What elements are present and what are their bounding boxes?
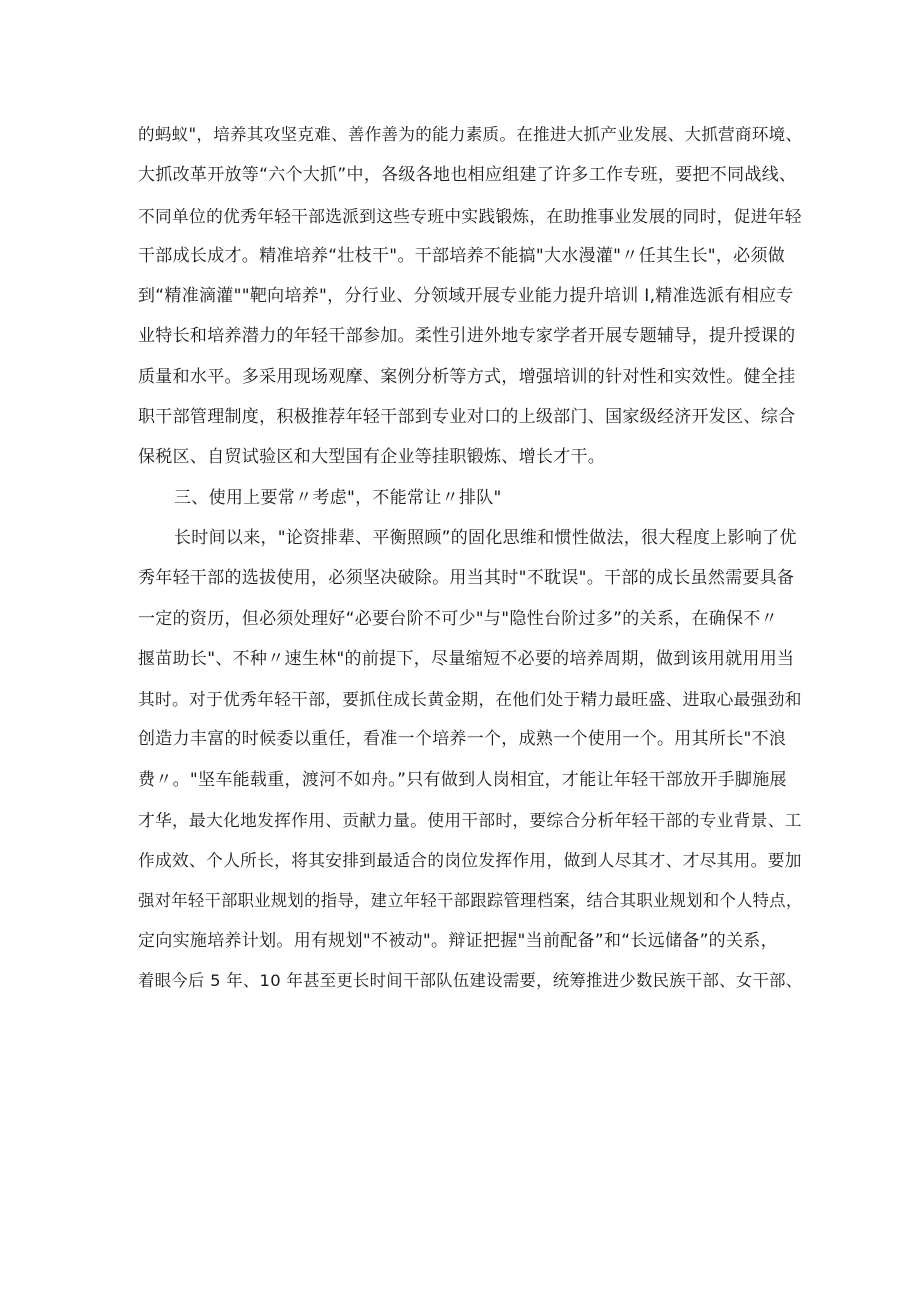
paragraph-first-line: 长时间以来，"论资排辈、平衡照顾”的固化思维和惯性做法，很大程度上影响了优 xyxy=(174,527,797,548)
section-heading: 三、使用上要常〃考虑"，不能常让〃排队" xyxy=(174,487,502,508)
text-line: 干部成长成才。精准培养“壮枝干"。干部培养不能搞"大水漫灌"〃任其生长"，必须做 xyxy=(138,245,786,266)
text-line: 职干部管理制度，积极推荐年轻干部到专业对口的上级部门、国家级经济开发区、综合 xyxy=(138,407,796,428)
text-line: 保税区、自贸试验区和大型国有企业等挂职锻炼、增长才干。 xyxy=(138,447,606,468)
text-line: 到“精准滴灌""靶向培养"，分行业、分领域开展专业能力提升培训 I,精准选派有相应专 xyxy=(138,286,794,307)
text-line: 费〃。"坚车能载重，渡河不如舟。”只有做到人岗相宜，才能让年轻干部放开手脚施展 xyxy=(138,769,787,790)
text-line: 揠苗助长"、不种〃速生林"的前提下，尽量缩短不必要的培养周期，做到该用就用用当 xyxy=(138,648,795,669)
text-line: 强对年轻干部职业规划的指导，建立年轻干部跟踪管理档案，结合其职业规划和个人特点， xyxy=(138,890,803,910)
text-line: 质量和水平。多采用现场观摩、案例分析等方式，增强培训的针对性和实效性。健全挂 xyxy=(138,366,796,387)
text-line: 秀年轻干部的选拔使用，必须坚决破除。用当其时"不耽误"。干部的成长虽然需要具备 xyxy=(138,568,795,589)
text-line: 定向实施培养计划。用有规划"不被动"。辩证把握"当前配备”和“长远储备”的关系， xyxy=(138,930,778,951)
text-line: 业特长和培养潜力的年轻干部参加。柔性引进外地专家学者开展专题辅导，提升授课的 xyxy=(138,326,796,347)
document-body xyxy=(138,115,806,1002)
text-line: 的蚂蚁"，培养其攻坚克难、善作善为的能力素质。在推进大抓产业发展、大抓营商环境、 xyxy=(138,125,803,144)
text-line: 一定的资历，但必须处理好“必要台阶不可少"与"隐性台阶过多”的关系，在确保不〃 xyxy=(138,608,778,629)
text-line: 创造力丰富的时候委以重任，看准一个培养一个，成熟一个使用一个。用其所长"不浪 xyxy=(138,729,787,750)
text-line: 着眼今后 5 年、10 年甚至更长时间干部队伍建设需要，统筹推进少数民族干部、女干部、 xyxy=(138,971,803,991)
text-line: 不同单位的优秀年轻干部选派到这些专班中实践锻炼，在助推事业发展的同时，促进年轻 xyxy=(138,205,802,226)
text-line: 其时。对于优秀年轻干部，要抓住成长黄金期，在他们处于精力最旺盛、进取心最强劲和 xyxy=(138,689,802,710)
text-line: 才华，最大化地发挥作用、贡献力量。使用干部时，要综合分析年轻干部的专业背景、工 xyxy=(138,810,802,831)
text-line: 作成效、个人所长，将其安排到最适合的岗位发挥作用，做到人尽其才、才尽其用。要加 xyxy=(138,850,802,871)
text-line: 大抓改革开放等“六个大抓”中，各级各地也相应组建了许多工作专班，要把不同战线、 xyxy=(138,165,797,186)
